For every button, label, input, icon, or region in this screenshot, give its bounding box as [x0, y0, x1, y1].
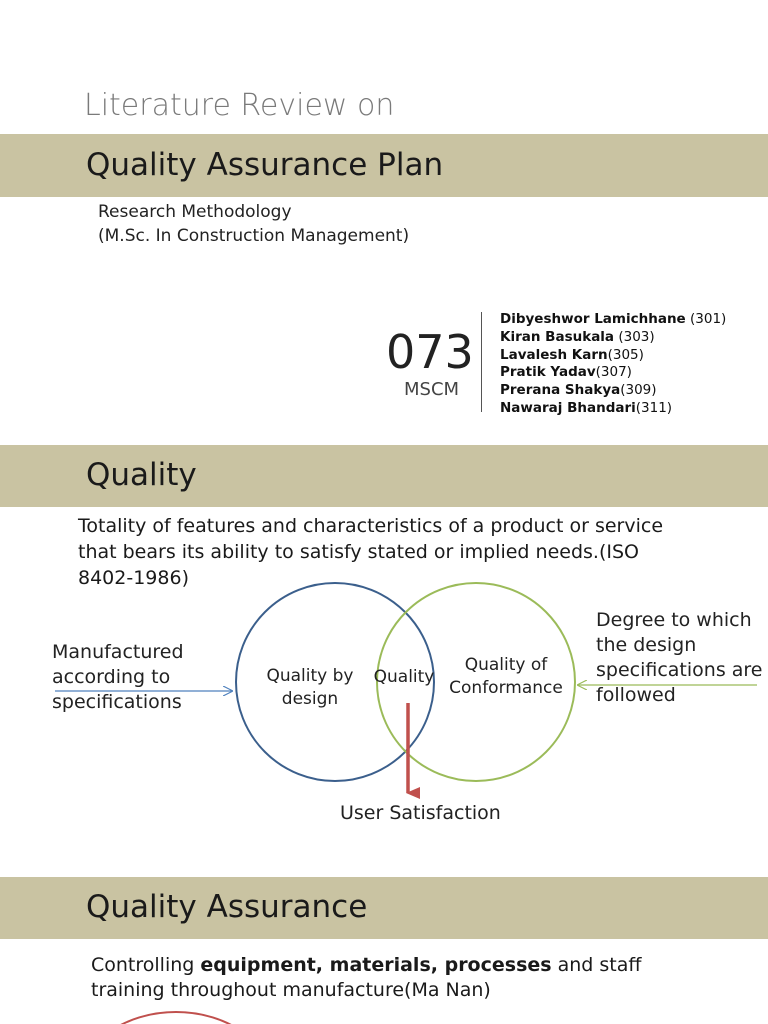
user-satisfaction-label: User Satisfaction [340, 802, 501, 824]
qa-text-post: and staff training throughout manufacture(Ma Nan) [91, 954, 642, 1001]
main-title: Quality Assurance Plan [86, 147, 444, 183]
qa-title: Quality Assurance [86, 889, 368, 925]
left-note: Manufactured according to specifications [52, 641, 184, 713]
page-title: Literature Review on [84, 88, 395, 123]
author-item [500, 347, 726, 365]
author-roll: (305) [607, 346, 644, 363]
quality-of-conformance-label: Quality of Conformance [449, 655, 563, 698]
batch-number: 073 [386, 325, 474, 379]
author-roll: (311) [635, 399, 673, 416]
author-item [500, 329, 726, 347]
qa-text-bold: equipment, materials, processes [200, 954, 552, 976]
author-item [500, 400, 726, 418]
qa-band [0, 877, 768, 939]
batch-program: MSCM [404, 379, 460, 400]
author-name: Lavalesh Karn [500, 346, 608, 363]
qa-diagram-partial [0, 1000, 768, 1024]
quality-title: Quality [86, 457, 197, 493]
right-note: Degree to which the design specifications are followed [596, 609, 763, 706]
author-roll: (309) [620, 382, 657, 399]
title-band [0, 134, 768, 197]
author-name: Kiran Basukala [500, 328, 615, 345]
qa-circle-partial [76, 1012, 276, 1024]
author-name: Prerana Shakya [500, 382, 621, 399]
quality-by-design-label: Quality by design [266, 666, 354, 709]
author-divider [481, 312, 482, 412]
qa-text-pre: Controlling [91, 954, 201, 976]
qa-text [91, 953, 691, 1003]
author-list [500, 311, 726, 418]
author-name: Pratik Yadav [500, 364, 596, 381]
quality-definition: Totality of features and characteristics of a product or service that bears its ability to satisfy stated or implied needs.(ISO 8402-1986) [78, 515, 664, 589]
author-roll: (303) [614, 328, 655, 345]
author-name: Dibyeshwor Lamichhane [500, 311, 686, 327]
subtitle-course: Research Methodology [98, 202, 292, 222]
author-item [500, 364, 726, 382]
author-roll: (301) [685, 311, 727, 327]
author-item [500, 311, 726, 329]
quality-overlap-label: Quality [373, 667, 435, 687]
author-item [500, 382, 726, 400]
author-roll: (307) [595, 364, 632, 381]
quality-band [0, 445, 768, 507]
subtitle-program: (M.Sc. In Construction Management) [98, 226, 410, 246]
author-name: Nawaraj Bhandari [500, 399, 636, 416]
